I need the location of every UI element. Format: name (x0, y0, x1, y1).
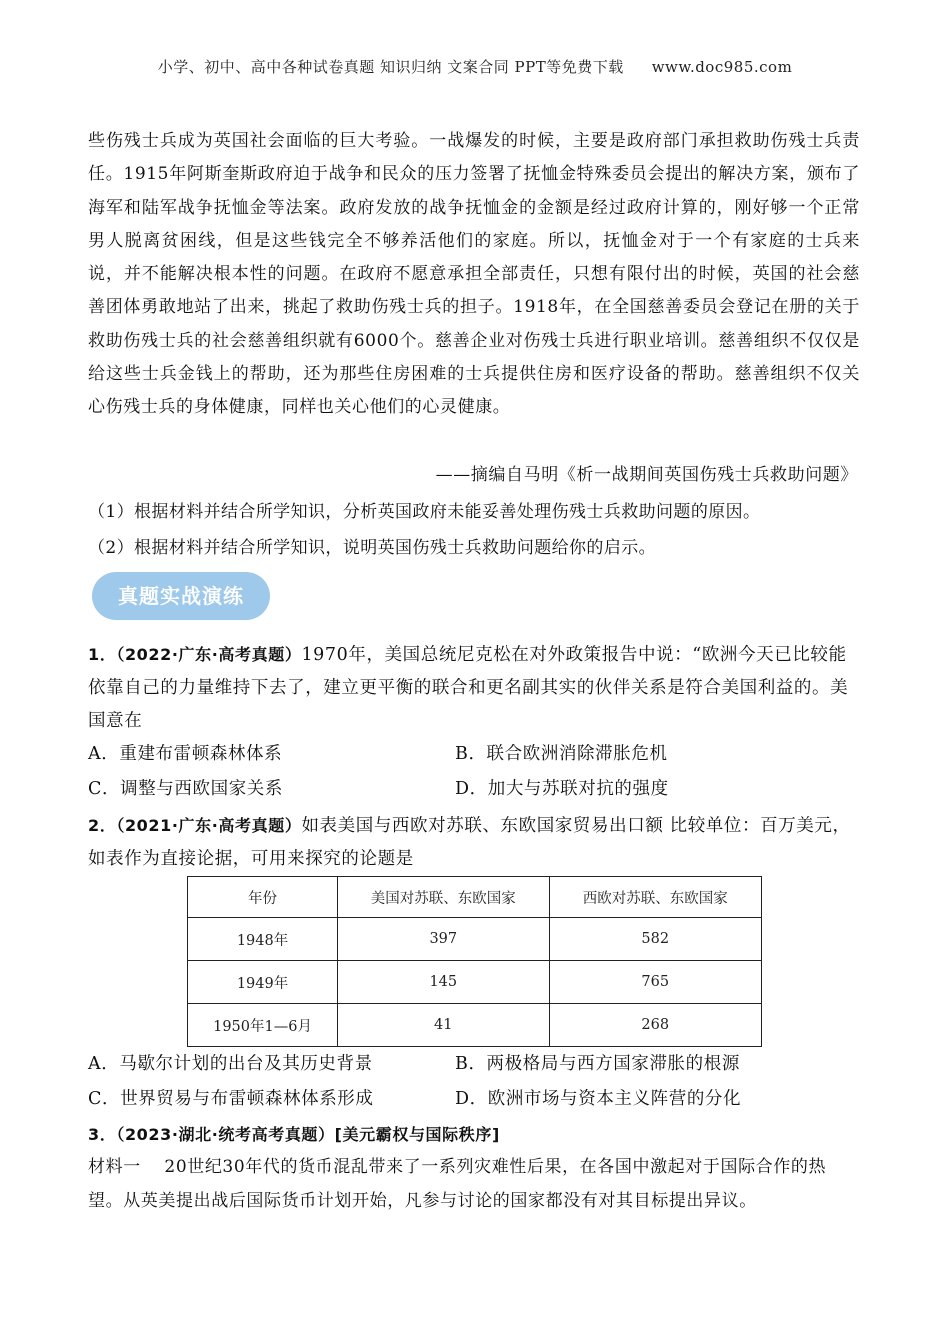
material-passage: 些伤残士兵成为英国社会面临的巨大考验。一战爆发的时候，主要是政府部门承担救助伤残士兵责任。1915年阿斯奎斯政府迫于战争和民众的压力签署了抚恤金特殊委员会提出的解决方案，颁布了海军和陆军战争抚恤金等法案。政府发放的战争抚恤金的金额是经过政府计算的，刚好够一个正常男人脱离贫困线，但是这些钱完全不够养活他们的家庭。所以，抚恤金对于一个有家庭的士兵来说，并不能解决根本性的问题。在政府不愿意承担全部责任，只想有限付出的时候，英国的社会慈善团体勇敢地站了出来，挑起了救助伤残士兵的担子。1918年，在全国慈善委员会登记在册的关于救助伤残士兵的社会慈善组织就有6000个。慈善企业对伤残士兵进行职业培训。慈善组织不仅仅是给这些士兵金钱上的帮助，还为那些住房困难的士兵提供住房和医疗设备的帮助。慈善组织不仅关心伤残士兵的身体健康，同样也关心他们的心灵健康。 (88, 131, 860, 418)
item-2-option-d[interactable]: D．欧洲市场与资本主义阵营的分化 (455, 1089, 742, 1109)
table-header-year: 年份 (188, 877, 338, 918)
question-2: （2）根据材料并结合所学知识，说明英国伤残士兵救助问题给你的启示。 (88, 538, 657, 558)
item-3-tag: （2023·湖北·统考高考真题）[美元霸权与国际秩序] (116, 1125, 500, 1144)
item-2-stem (88, 809, 860, 876)
table-row (188, 918, 762, 961)
table-header-we: 西欧对苏联、东欧国家 (549, 877, 761, 918)
item-2-option-a[interactable]: A．马歇尔计划的出台及其历史背景 (88, 1054, 373, 1074)
item-3-stem (88, 1118, 860, 1152)
table-cell: 268 (549, 1004, 761, 1047)
item-1-option-a[interactable]: A．重建布雷顿森林体系 (88, 744, 283, 764)
item-2-option-b[interactable]: B．两极格局与西方国家滞胀的根源 (455, 1054, 740, 1074)
table-row (188, 1004, 762, 1047)
item-2-tag: （2021·广东·高考真题） (116, 816, 302, 835)
item-1-number: 1． (88, 645, 117, 664)
table-cell: 582 (549, 918, 761, 961)
material-source: ——摘编自马明《析一战期间英国伤残士兵救助问题》 (435, 465, 858, 485)
question-1: （1）根据材料并结合所学知识，分析英国政府未能妥善处理伤残士兵救助问题的原因。 (88, 502, 761, 522)
item-1-option-d[interactable]: D．加大与苏联对抗的强度 (455, 779, 669, 799)
table-cell: 397 (338, 918, 549, 961)
table-cell: 1949年 (188, 961, 338, 1004)
item-3-number: 3． (88, 1125, 117, 1144)
item-1-text: 1970年，美国总统尼克松在对外政策报告中说：“欧洲今天已比较能依靠自己的力量维持下去了，建立更平衡的联合和更名副其实的伙伴关系是符合美国利益的。美国意在 (88, 645, 849, 731)
item-1-stem (88, 638, 860, 738)
trade-table (187, 876, 762, 1047)
table-cell: 145 (338, 961, 549, 1004)
page-header (0, 56, 950, 77)
header-text: 小学、初中、高中各种试卷真题 知识归纳 文案合同 PPT等免费下载 (157, 58, 624, 76)
item-2-option-c[interactable]: C．世界贸易与布雷顿森林体系形成 (88, 1089, 374, 1109)
table-header-row (188, 877, 762, 918)
item-2-number: 2． (88, 816, 117, 835)
table-header-us: 美国对苏联、东欧国家 (338, 877, 549, 918)
table-row (188, 961, 762, 1004)
item-1-option-b[interactable]: B．联合欧洲消除滞胀危机 (455, 744, 668, 764)
table-cell: 41 (338, 1004, 549, 1047)
section-badge: 真题实战演练 (92, 572, 270, 620)
table-cell: 1948年 (188, 918, 338, 961)
item-1-tag: （2022·广东·高考真题） (116, 645, 302, 664)
header-site-link[interactable]: www.doc985.com (651, 58, 793, 76)
item-1-option-c[interactable]: C．调整与西欧国家关系 (88, 779, 283, 799)
item-2-text: 如表美国与西欧对苏联、东欧国家贸易出口额 比较单位：百万美元，如表作为直接论据，可用来探究的论题是 (88, 816, 851, 869)
table-cell: 1950年1—6月 (188, 1004, 338, 1047)
item-3-material: 材料一 20世纪30年代的货币混乱带来了一系列灾难性后果，在各国中激起对于国际合作的热望。从英美提出战后国际货币计划开始，凡参与讨论的国家都没有对其目标提出异议。 (88, 1157, 827, 1211)
table-cell: 765 (549, 961, 761, 1004)
